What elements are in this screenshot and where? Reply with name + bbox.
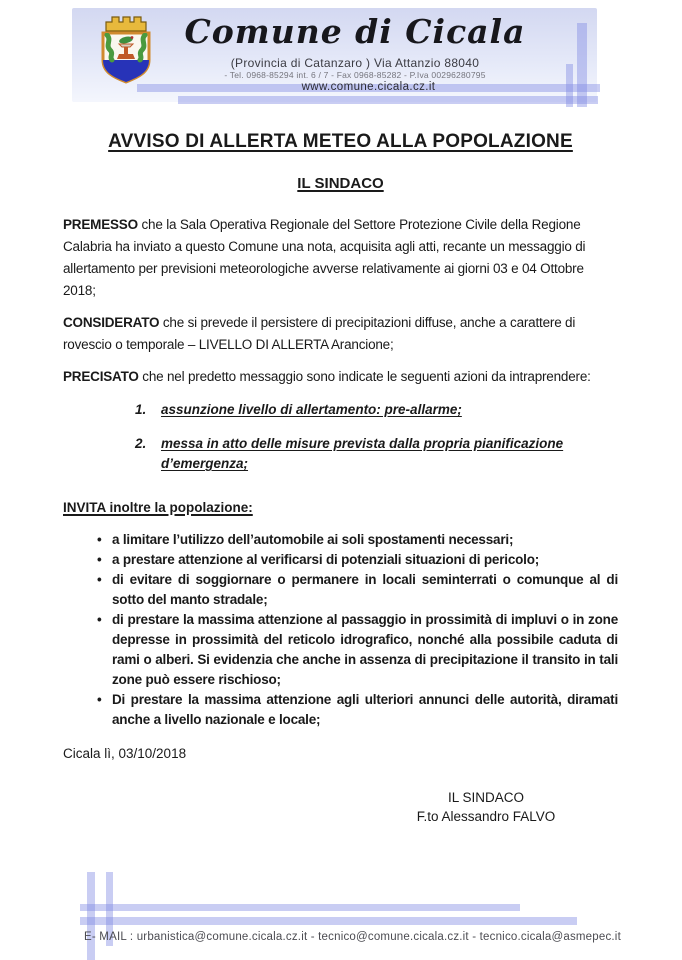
page-footer: [0, 860, 682, 960]
paragraph-premesso: [63, 214, 618, 302]
header-decorative-vertical-bar-tall: [577, 23, 587, 107]
paragraph-precisato: [63, 366, 618, 388]
list-item-text: a limitare l’utilizzo dell’automobile ai soli spostamenti necessari;: [112, 532, 514, 547]
footer-decorative-bar-1: [80, 904, 520, 911]
bullet-icon: •: [97, 552, 102, 567]
list-item: [97, 690, 618, 730]
paragraph-lead-word: CONSIDERATO: [63, 315, 160, 330]
signature-block: [336, 788, 636, 826]
bullet-icon: •: [97, 692, 102, 707]
list-item-number: 2.: [135, 436, 147, 451]
invite-heading: INVITA inoltre la popolazione:: [63, 500, 253, 515]
header-decorative-vertical-bar-short: [566, 64, 573, 107]
letterhead-text: [160, 12, 550, 80]
bullet-icon: •: [97, 532, 102, 547]
footer-decorative-vertical-bar-1: [87, 872, 95, 960]
dateline: Cicala lì, 03/10/2018: [63, 746, 187, 761]
list-item-text: assunzione livello di allertamento: pre-allarme;: [161, 402, 462, 417]
municipality-name: Comune di Cicala: [184, 12, 526, 51]
list-item-text: di prestare la massima attenzione al passaggio in prossimità di impluvi o in zone depresse in prossimità del reticolo idrografico, nonché alla possibile caduta di rami o alberi. Si evidenzia che anche in assenza di precipitazione il transito in tali zone può essere rischioso;: [112, 612, 618, 687]
paragraph-lead-word: PREMESSO: [63, 217, 138, 232]
letterhead: [0, 0, 682, 112]
notice-subtitle: IL SINDACO: [297, 175, 384, 192]
footer-email-line: E- MAIL : urbanistica@comune.cicala.cz.it - tecnico@comune.cicala.cz.it - tecnico.cicala@asmepec.it: [84, 931, 621, 943]
list-item-text: a prestare attenzione al verificarsi di potenziali situazioni di pericolo;: [112, 552, 540, 567]
list-item-text: Di prestare la massima attenzione agli ulteriori annunci delle autorità, diramati anche a livello nazionale e locale;: [112, 692, 618, 727]
list-item: [97, 610, 618, 690]
list-item-number: 1.: [135, 402, 147, 417]
paragraph-lead-word: PRECISATO: [63, 369, 139, 384]
paragraph-text: che si prevede il persistere di precipitazioni diffuse, anche a carattere di rovescio o temporale – LIVELLO DI ALLERTA Arancione;: [63, 315, 576, 352]
website-url: www.comune.cicala.cz.it: [301, 81, 436, 93]
numbered-actions-list: [63, 400, 618, 474]
signature-role: IL SINDACO: [447, 790, 525, 805]
paragraph-considerato: [63, 312, 618, 356]
coat-of-arms-icon: [92, 14, 160, 86]
notice-title: AVVISO DI ALLERTA METEO ALLA POPOLAZIONE: [108, 131, 573, 152]
list-item: [97, 550, 618, 570]
bullet-icon: •: [97, 612, 102, 627]
list-item: [97, 570, 618, 610]
municipality-address: (Provincia di Catanzaro ) Via Attanzio 88040: [230, 56, 480, 70]
signature-name: F.to Alessandro FALVO: [416, 809, 556, 824]
list-item-text: di evitare di soggiornare o permanere in locali seminterrati o comunque al di sotto del manto stradale;: [112, 572, 618, 607]
paragraph-text: che nel predetto messaggio sono indicate le seguenti azioni da intraprendere:: [142, 369, 591, 384]
list-item: [97, 530, 618, 550]
list-item: [135, 434, 618, 474]
list-item-text: messa in atto delle misure prevista dalla propria pianificazione d’emergenza;: [161, 436, 564, 471]
paragraph-text: che la Sala Operativa Regionale del Settore Protezione Civile della Regione Calabria ha inviato a questo Comune una nota, acquisita agli atti, recante un messaggio di allertamento per previsioni meteorologiche avverse relativamente ai giorni 03 e 04 Ottobre 2018;: [63, 217, 586, 298]
municipality-contact: - Tel. 0968-85294 int. 6 / 7 - Fax 0968-85282 - P.Iva 00296280795: [224, 70, 486, 80]
bullet-icon: •: [97, 572, 102, 587]
municipal-crest: [92, 14, 160, 86]
footer-decorative-bar-2: [80, 917, 577, 925]
notice-body: [0, 112, 682, 826]
bullet-list: [63, 530, 618, 730]
list-item: [135, 400, 618, 420]
header-decorative-bar: [178, 96, 598, 104]
